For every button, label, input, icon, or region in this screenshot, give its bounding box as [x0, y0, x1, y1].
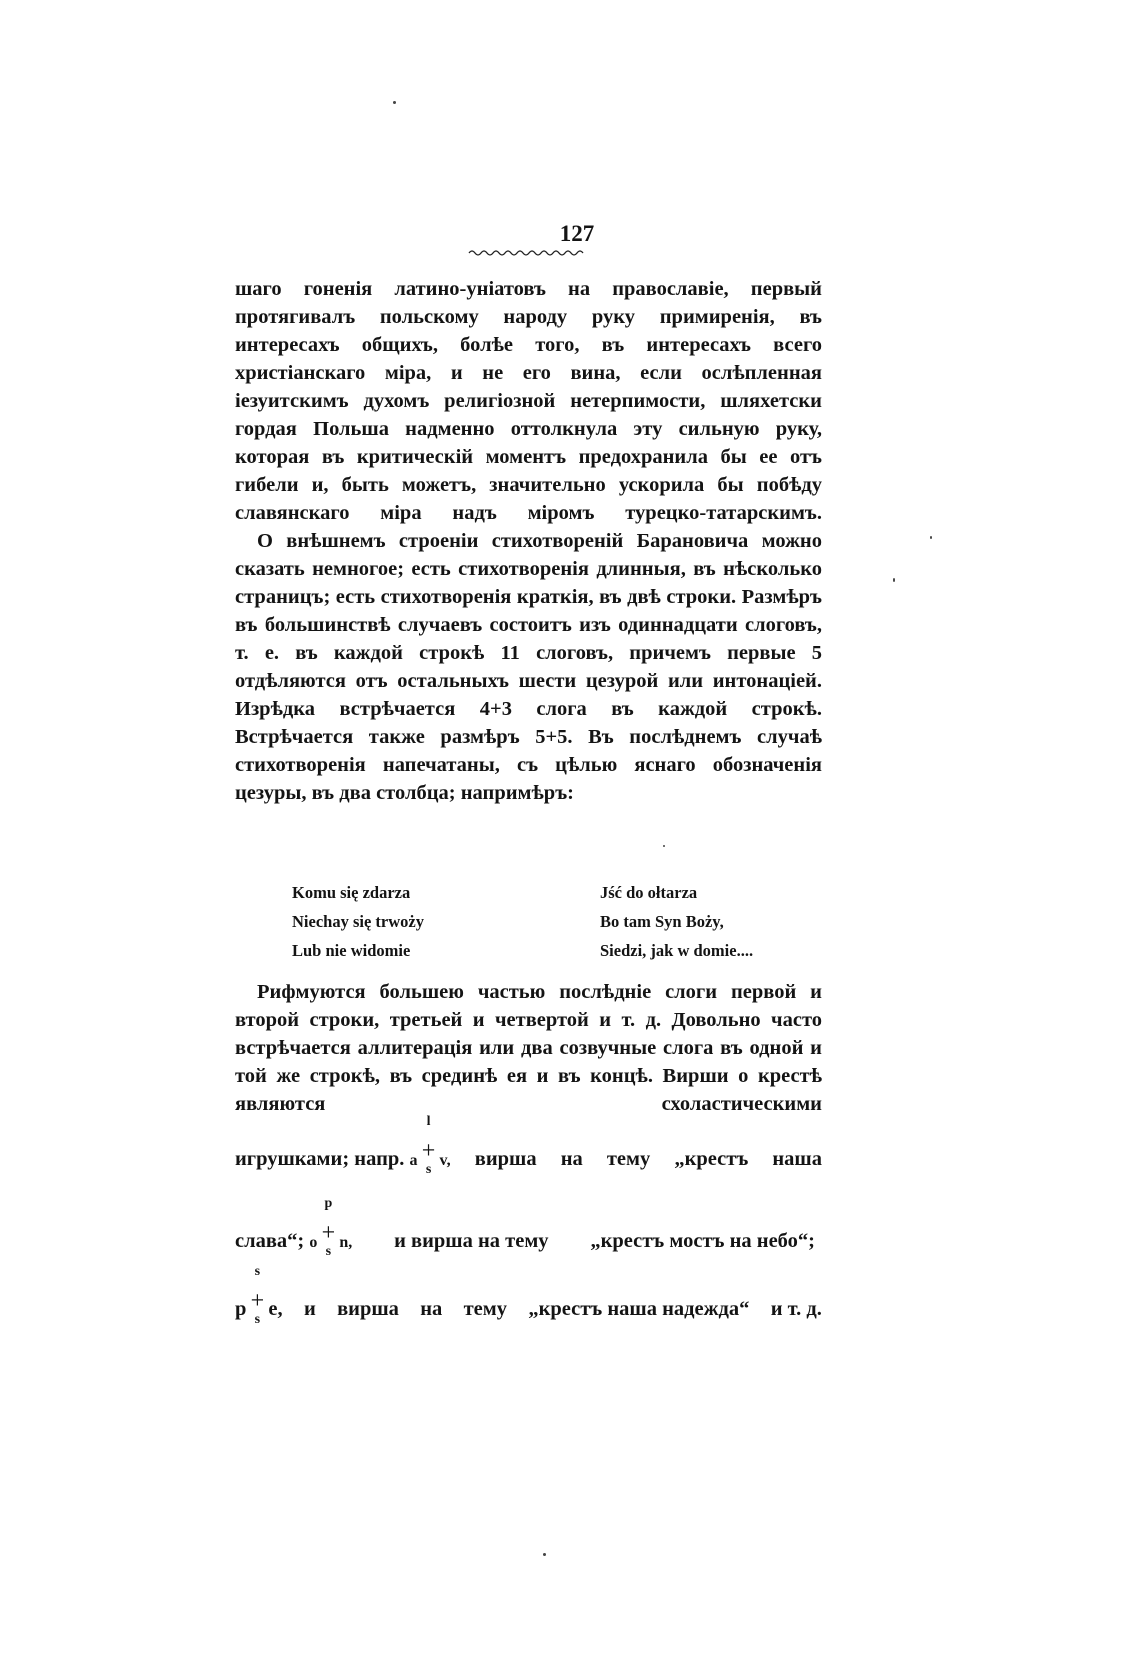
cross-left-letter: o	[309, 1234, 318, 1251]
scan-speck	[930, 536, 932, 539]
cross-example-line-2	[235, 1196, 815, 1259]
cross-top-letter: p	[324, 1196, 333, 1211]
verse-right: Siedzi, jak w domie....	[600, 941, 754, 960]
line-text	[235, 1196, 353, 1259]
word: и	[303, 1298, 316, 1320]
verse-left: Komu się zdarza	[292, 883, 411, 902]
word: тему	[606, 1148, 651, 1170]
cross-right-letter: n,	[339, 1234, 353, 1251]
cross-symbol: + l s	[418, 1137, 440, 1165]
scan-speck	[893, 578, 895, 582]
paragraph-1: шаго гоненія латино-уніатовъ на православіе, первый протягивалъ польскому народу руку примиренія, въ интересахъ общихъ, болѣе того, въ интересахъ всего христіанскаго міра, и не его вина, если ослѣпленная іезуитскимъ духомъ религіозной нетерпимости, шляхетски гордая Польша надменно оттолкнула эту сильную руку, которая въ критическій моментъ предохранила бы ее отъ гибели и, быть можетъ, значительно ускорила бы побѣду славянскаго міра надъ міромъ турецко-татарскимъ.	[235, 278, 822, 524]
verse-example	[292, 878, 812, 965]
scan-speck	[393, 101, 396, 104]
cross-right-letter: e,	[268, 1298, 283, 1320]
verse-left: Lub nie widomie	[292, 941, 411, 960]
word: на	[420, 1298, 443, 1320]
cross-bottom-letter: s	[325, 1244, 332, 1259]
cross-symbol: + s s	[246, 1287, 268, 1315]
paragraph-3: Рифмуются большею частью послѣдніе слоги первой и второй строки, третьей и четвертой и т. д. Довольно часто встрѣчается аллитерація или два созвучные слога въ одной и той же строкѣ, въ срединѣ ея и въ концѣ. Вирши о крестѣ являются схоластическими	[235, 981, 822, 1115]
word: тему	[463, 1298, 507, 1320]
line-text	[235, 1264, 283, 1327]
scan-speck	[543, 1553, 546, 1556]
word: на	[560, 1148, 583, 1170]
word: „крестъ	[674, 1148, 749, 1170]
cross-top-letter: s	[254, 1264, 261, 1279]
wavy-rule-ornament	[467, 249, 587, 257]
word: „крестъ мостъ на небо“;	[590, 1230, 815, 1252]
page-number: 127	[559, 221, 595, 246]
cross-example-line-3	[235, 1264, 822, 1327]
verse-right: Jść do ołtarza	[600, 883, 698, 902]
word: и вирша на тему	[394, 1230, 549, 1252]
cross-top-letter: l	[426, 1114, 431, 1129]
cross-example-line-1	[235, 1114, 822, 1177]
verse-left: Niechay się trwoży	[292, 912, 424, 931]
line-text	[235, 1114, 451, 1177]
cross-left-letter: p	[235, 1298, 247, 1320]
verse-line	[292, 907, 812, 936]
cross-bottom-letter: s	[425, 1162, 432, 1177]
verse-line	[292, 878, 812, 907]
line-prefix: слава“;	[235, 1230, 305, 1252]
word: вирша	[337, 1298, 399, 1320]
verse-right: Bo tam Syn Boży,	[600, 912, 724, 931]
word: „крестъ наша надежда“	[528, 1298, 750, 1320]
word: наша	[772, 1148, 822, 1170]
main-text	[235, 275, 822, 807]
line-prefix: игрушками; напр.	[235, 1148, 405, 1170]
verse-line	[292, 936, 812, 965]
scan-speck	[663, 845, 665, 847]
page-header	[0, 222, 1140, 246]
cross-symbol: + p s	[317, 1219, 339, 1247]
cross-left-letter: a	[409, 1152, 418, 1169]
paragraph-2: О внѣшнемъ строеніи стихотвореній Барановича можно сказать немногое; есть стихотворенія длинныя, въ нѣсколько страницъ; есть стихотворенія краткія, въ двѣ строки. Размѣръ въ большинствѣ случаевъ состоитъ изъ одиннадцати слоговъ, т. е. въ каждой строкѣ 11 слоговъ, причемъ первые 5 отдѣляются отъ остальныхъ шести цезурой или интонаціей. Изрѣдка встрѣчается 4+3 слога въ каждой строкѣ. Встрѣчается также размѣръ 5+5. Въ послѣднемъ случаѣ стихотворенія напечатаны, съ цѣлью яснаго обозначенія цезуры, въ два столбца; напримѣръ:	[235, 530, 822, 804]
word: и т. д.	[770, 1298, 822, 1320]
paragraph-3-block	[235, 978, 822, 1118]
word: вирша	[474, 1148, 537, 1170]
cross-right-letter: v,	[439, 1152, 451, 1169]
cross-bottom-letter: s	[254, 1312, 261, 1327]
